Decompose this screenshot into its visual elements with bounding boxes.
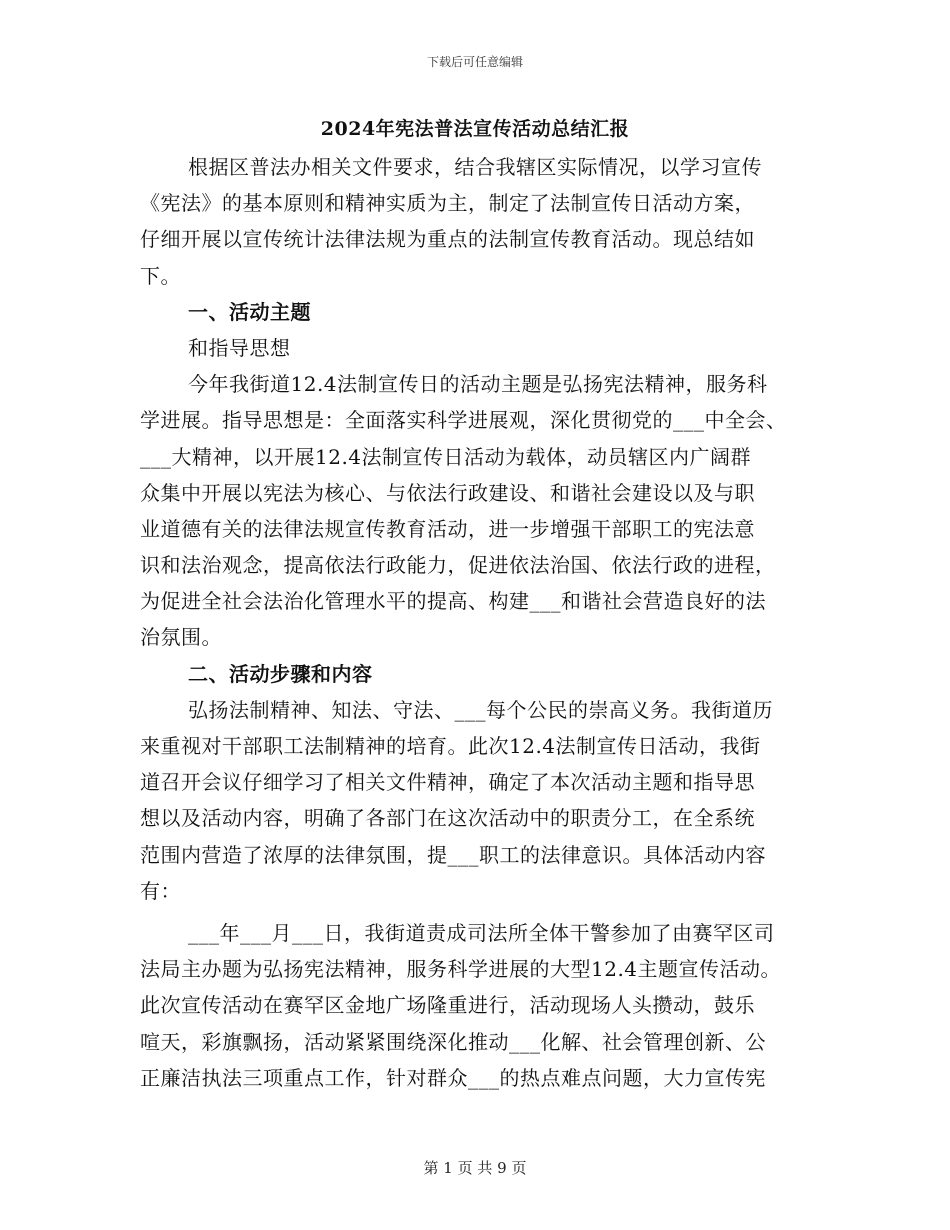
paragraph-line: 弘扬法制精神、知法、守法、___每个公民的崇高义务。我街道历 <box>188 697 773 722</box>
paragraph-line: 喧天，彩旗飘扬，活动紧紧围绕深化推动___化解、社会管理创新、公 <box>140 1029 766 1054</box>
document-title: 2024年宪法普法宣传活动总结汇报 <box>320 118 630 140</box>
paragraph-line: 此次宣传活动在赛罕区金地广场隆重进行，活动现场人头攒动，鼓乐 <box>140 993 755 1018</box>
page-number: 第 1 页 共 9 页 <box>423 1159 527 1177</box>
page-header-note: 下载后可任意编辑 <box>426 55 523 69</box>
paragraph-line: 业道德有关的法律法规宣传教育活动，进一步增强干部职工的宪法意 <box>140 516 755 541</box>
paragraph-line: 仔细开展以宣传统计法律法规为重点的法制宣传教育活动。现总结如 <box>140 227 755 252</box>
paragraph-line: 下。 <box>140 263 181 288</box>
paragraph-line: 法局主办题为弘扬宪法精神，服务科学进展的大型12.4主题宣传活动。 <box>140 957 782 982</box>
paragraph-line: 有： <box>140 878 181 903</box>
paragraph-line: 学进展。指导思想是：全面落实科学进展观，深化贯彻党的___中全会、 <box>140 408 787 433</box>
paragraph-line: 道召开会议仔细学习了相关文件精神，确定了本次活动主题和指导思 <box>140 770 755 795</box>
paragraph-line: 正廉洁执法三项重点工作，针对群众___的热点难点问题，大力宣传宪 <box>140 1065 766 1090</box>
paragraph-line: 《宪法》的基本原则和精神实质为主，制定了法制宣传日活动方案， <box>140 191 755 216</box>
paragraph-line: 范围内营造了浓厚的法律氛围，提___职工的法律意识。具体活动内容 <box>140 842 766 867</box>
paragraph-line: 治氛围。 <box>140 625 222 650</box>
paragraph-line: ___年___月___日，我街道责成司法所全体干警参加了由赛罕区司 <box>188 920 775 945</box>
paragraph-line: 来重视对干部职工法制精神的培育。此次12.4法制宣传日活动，我街 <box>140 734 761 758</box>
paragraph-line: 识和法治观念，提高依法行政能力，促进依法治国、依法行政的进程， <box>140 553 776 578</box>
document-body <box>0 109 950 1096</box>
paragraph-line: 和指导思想 <box>188 335 291 360</box>
section-heading: 二、活动步骤和内容 <box>188 661 373 686</box>
paragraph-line: 为促进全社会法治化管理水平的提高、构建___和谐社会营造良好的法 <box>140 589 766 614</box>
paragraph-line: 今年我街道12.4法制宣传日的活动主题是弘扬宪法精神，服务科 <box>188 372 768 397</box>
paragraph-line: 众集中开展以宪法为核心、与依法行政建设、和谐社会建设以及与职 <box>140 480 755 505</box>
section-heading: 一、活动主题 <box>188 299 311 324</box>
paragraph-line: 想以及活动内容，明确了各部门在这次活动中的职责分工，在全系统 <box>140 806 755 831</box>
paragraph-line: ___大精神，以开展12.4法制宣传日活动为载体，动员辖区内广阔群 <box>140 444 752 469</box>
paragraph-line: 根据区普法办相关文件要求，结合我辖区实际情况，以学习宣传 <box>188 155 762 179</box>
